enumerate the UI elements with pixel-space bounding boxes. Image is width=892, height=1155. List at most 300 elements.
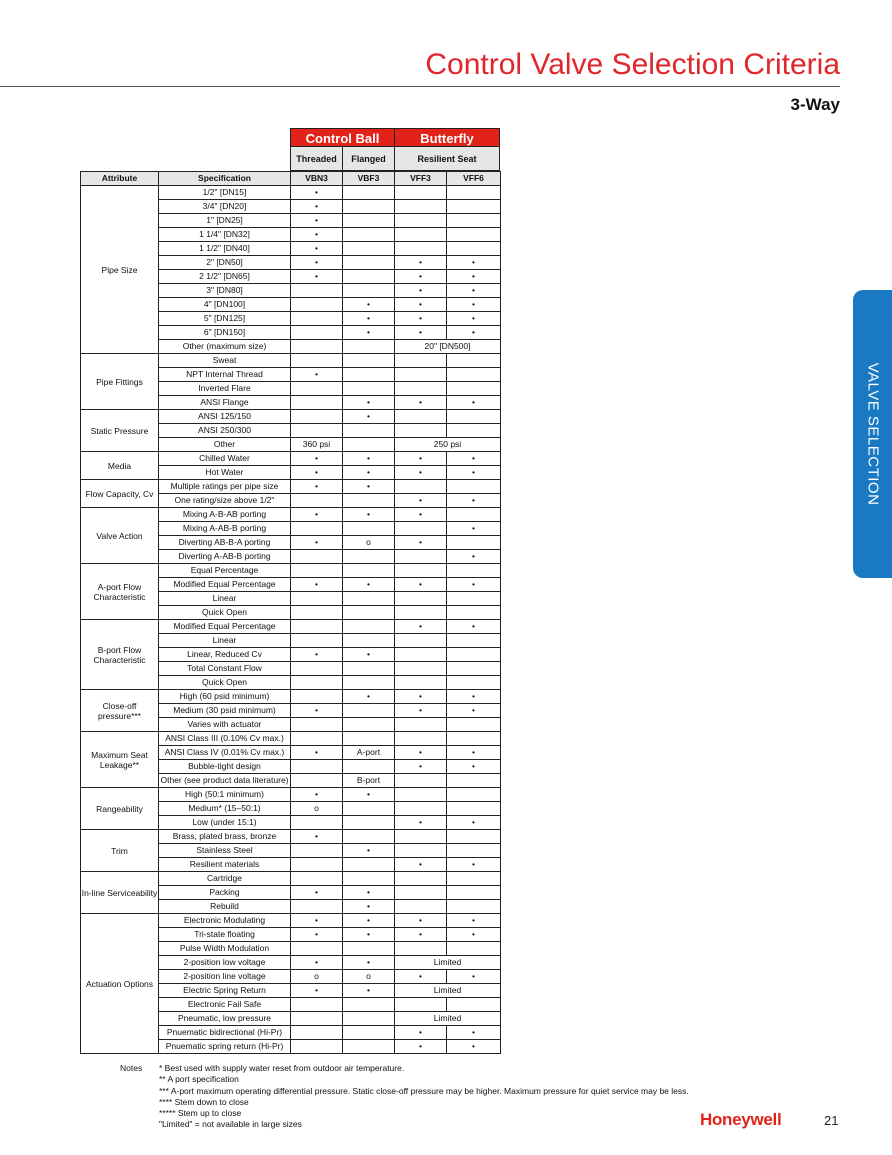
- value-cell: [447, 886, 501, 900]
- value-cell: [447, 634, 501, 648]
- value-cell: [395, 550, 447, 564]
- value-cell: [291, 634, 343, 648]
- value-cell: •: [291, 536, 343, 550]
- specification-cell: 3" [DN80]: [159, 284, 291, 298]
- title-rule: [0, 86, 840, 87]
- value-cell: •: [291, 256, 343, 270]
- value-cell: •: [343, 956, 395, 970]
- value-cell: [395, 228, 447, 242]
- value-cell: [447, 942, 501, 956]
- value-cell: [343, 998, 395, 1012]
- value-cell: [395, 522, 447, 536]
- header-sub-threaded: Threaded: [290, 147, 343, 171]
- value-cell: •: [447, 270, 501, 284]
- value-cell: [291, 872, 343, 886]
- column-header: Specification: [159, 172, 291, 186]
- value-cell: •: [395, 1026, 447, 1040]
- specification-cell: Equal Percentage: [159, 564, 291, 578]
- value-cell: [447, 214, 501, 228]
- specification-cell: Other: [159, 438, 291, 452]
- value-cell: •: [447, 858, 501, 872]
- value-cell: [291, 620, 343, 634]
- value-cell: [343, 802, 395, 816]
- specification-cell: 1/2" [DN15]: [159, 186, 291, 200]
- value-cell: [343, 676, 395, 690]
- note-line: ***** Stem up to close: [159, 1108, 242, 1119]
- value-cell: •: [447, 746, 501, 760]
- value-cell: •: [291, 480, 343, 494]
- specification-cell: Quick Open: [159, 606, 291, 620]
- side-tab-valve-selection[interactable]: [853, 290, 892, 578]
- value-cell: [447, 844, 501, 858]
- value-cell: o: [343, 970, 395, 984]
- specification-cell: Pnuematic bidirectional (Hi-Pr): [159, 1026, 291, 1040]
- table-body: [81, 186, 501, 1054]
- value-cell: [343, 284, 395, 298]
- value-cell: •: [343, 788, 395, 802]
- value-cell: •: [447, 312, 501, 326]
- value-cell: •: [447, 690, 501, 704]
- specification-cell: Mixing A-B-AB porting: [159, 508, 291, 522]
- value-cell: [343, 760, 395, 774]
- value-cell: [291, 564, 343, 578]
- value-cell: •: [291, 200, 343, 214]
- value-cell: [291, 732, 343, 746]
- specification-cell: ANSI Class III (0.10% Cv max.): [159, 732, 291, 746]
- value-cell: [291, 312, 343, 326]
- value-cell: •: [343, 914, 395, 928]
- value-cell: •: [447, 550, 501, 564]
- value-cell: •: [343, 928, 395, 942]
- value-cell: [343, 662, 395, 676]
- value-cell: [447, 788, 501, 802]
- value-cell: [395, 886, 447, 900]
- value-cell: [343, 718, 395, 732]
- value-cell: •: [395, 452, 447, 466]
- value-cell: [447, 536, 501, 550]
- value-cell: •: [395, 466, 447, 480]
- value-cell: [291, 382, 343, 396]
- value-cell: [447, 424, 501, 438]
- notes-list: [159, 1063, 689, 1131]
- value-cell: •: [343, 886, 395, 900]
- value-cell: [447, 900, 501, 914]
- value-cell: •: [395, 1040, 447, 1054]
- value-cell: •: [291, 746, 343, 760]
- value-cell: •: [447, 620, 501, 634]
- value-cell: [447, 872, 501, 886]
- value-cell: [291, 410, 343, 424]
- note-line: "Limited" = not available in large sizes: [159, 1119, 302, 1130]
- value-cell: [291, 424, 343, 438]
- value-cell: o: [291, 802, 343, 816]
- value-cell: [395, 718, 447, 732]
- specification-cell: Linear: [159, 592, 291, 606]
- value-cell: •: [291, 368, 343, 382]
- value-cell: [291, 718, 343, 732]
- specification-cell: Modified Equal Percentage: [159, 620, 291, 634]
- attribute-cell: Pipe Fittings: [81, 354, 159, 410]
- specification-cell: Inverted Flare: [159, 382, 291, 396]
- value-cell: A-port: [343, 746, 395, 760]
- value-cell: [291, 354, 343, 368]
- value-cell: [291, 396, 343, 410]
- column-header: VFF6: [447, 172, 501, 186]
- value-cell: [343, 564, 395, 578]
- specification-cell: Electronic Modulating: [159, 914, 291, 928]
- value-cell: [291, 606, 343, 620]
- specification-cell: 2" [DN50]: [159, 256, 291, 270]
- value-cell: [447, 802, 501, 816]
- value-cell: •: [291, 508, 343, 522]
- value-cell: •: [343, 452, 395, 466]
- note-line: * Best used with supply water reset from outdoor air temperature.: [159, 1063, 405, 1073]
- table-row: [81, 732, 501, 746]
- value-cell: [291, 550, 343, 564]
- value-cell: •: [395, 312, 447, 326]
- value-cell: [343, 242, 395, 256]
- attribute-cell: Valve Action: [81, 508, 159, 564]
- specification-cell: Electronic Fail Safe: [159, 998, 291, 1012]
- specification-cell: Pulse Width Modulation: [159, 942, 291, 956]
- value-cell: •: [447, 704, 501, 718]
- specification-cell: Bubble-tight design: [159, 760, 291, 774]
- attribute-cell: Flow Capacity, Cv: [81, 480, 159, 508]
- table-row: [81, 354, 501, 368]
- specification-cell: 1" [DN25]: [159, 214, 291, 228]
- value-cell: •: [447, 760, 501, 774]
- value-cell: [447, 998, 501, 1012]
- value-cell: [291, 662, 343, 676]
- value-cell: [343, 200, 395, 214]
- table-row: [81, 914, 501, 928]
- value-cell: •: [447, 326, 501, 340]
- value-cell: [395, 214, 447, 228]
- value-cell: [343, 494, 395, 508]
- specification-cell: ANSI 125/150: [159, 410, 291, 424]
- specification-cell: Mixing A-AB-B porting: [159, 522, 291, 536]
- value-cell: [447, 186, 501, 200]
- value-cell: •: [343, 480, 395, 494]
- value-cell: [343, 1040, 395, 1054]
- value-cell: [447, 564, 501, 578]
- value-cell: 250 psi: [395, 438, 501, 452]
- value-cell: •: [291, 886, 343, 900]
- value-cell: [291, 494, 343, 508]
- value-cell: [291, 816, 343, 830]
- value-cell: [343, 228, 395, 242]
- value-cell: •: [447, 256, 501, 270]
- specification-cell: Chilled Water: [159, 452, 291, 466]
- specification-cell: Other (see product data literature): [159, 774, 291, 788]
- value-cell: •: [447, 1040, 501, 1054]
- table-row: [81, 564, 501, 578]
- value-cell: [447, 228, 501, 242]
- value-cell: •: [395, 298, 447, 312]
- value-cell: •: [343, 508, 395, 522]
- value-cell: •: [447, 284, 501, 298]
- specification-cell: ANSI 250/300: [159, 424, 291, 438]
- specification-cell: Diverting A-AB-B porting: [159, 550, 291, 564]
- value-cell: [291, 1040, 343, 1054]
- table-row: [81, 830, 501, 844]
- value-cell: [343, 522, 395, 536]
- specification-cell: 5" [DN125]: [159, 312, 291, 326]
- value-cell: [447, 676, 501, 690]
- value-cell: [447, 242, 501, 256]
- value-cell: [395, 788, 447, 802]
- value-cell: [447, 410, 501, 424]
- value-cell: [447, 592, 501, 606]
- value-cell: •: [395, 270, 447, 284]
- specification-cell: Tri-state floating: [159, 928, 291, 942]
- value-cell: •: [395, 508, 447, 522]
- value-cell: •: [291, 228, 343, 242]
- value-cell: •: [447, 970, 501, 984]
- value-cell: •: [343, 578, 395, 592]
- specification-cell: 2-position line voltage: [159, 970, 291, 984]
- value-cell: [343, 354, 395, 368]
- value-cell: [343, 830, 395, 844]
- value-cell: •: [395, 816, 447, 830]
- value-cell: [291, 298, 343, 312]
- value-cell: [343, 438, 395, 452]
- value-cell: •: [447, 466, 501, 480]
- value-cell: •: [291, 914, 343, 928]
- value-cell: •: [447, 298, 501, 312]
- notes-label: Notes: [120, 1063, 143, 1073]
- value-cell: [291, 340, 343, 354]
- value-cell: •: [291, 270, 343, 284]
- value-cell: [395, 634, 447, 648]
- value-cell: [291, 858, 343, 872]
- value-cell: •: [395, 690, 447, 704]
- specification-cell: Hot Water: [159, 466, 291, 480]
- value-cell: [395, 648, 447, 662]
- note-line: **** Stem down to close: [159, 1096, 249, 1107]
- value-cell: [343, 368, 395, 382]
- specification-cell: 3/4" [DN20]: [159, 200, 291, 214]
- value-cell: [343, 1026, 395, 1040]
- value-cell: [447, 830, 501, 844]
- specification-cell: 1 1/4" [DN32]: [159, 228, 291, 242]
- column-header: Attribute: [81, 172, 159, 186]
- value-cell: [343, 634, 395, 648]
- table-row: [81, 452, 501, 466]
- specification-cell: Linear: [159, 634, 291, 648]
- table-row: [81, 186, 501, 200]
- value-cell: •: [447, 816, 501, 830]
- value-cell: •: [447, 578, 501, 592]
- value-cell: [343, 186, 395, 200]
- specification-cell: Electric Spring Return: [159, 984, 291, 998]
- specification-cell: Cartridge: [159, 872, 291, 886]
- specification-cell: 4" [DN100]: [159, 298, 291, 312]
- value-cell: •: [395, 536, 447, 550]
- value-cell: •: [291, 186, 343, 200]
- value-cell: •: [447, 396, 501, 410]
- value-cell: •: [291, 452, 343, 466]
- value-cell: [447, 662, 501, 676]
- header-group-butterfly: Butterfly: [394, 128, 500, 147]
- value-cell: [395, 662, 447, 676]
- value-cell: [395, 200, 447, 214]
- table-row: [81, 480, 501, 494]
- specification-cell: Brass, plated brass, bronze: [159, 830, 291, 844]
- value-cell: [447, 648, 501, 662]
- specification-cell: Multiple ratings per pipe size: [159, 480, 291, 494]
- value-cell: •: [291, 242, 343, 256]
- specification-cell: Pneumatic, low pressure: [159, 1012, 291, 1026]
- value-cell: •: [395, 396, 447, 410]
- page-subtitle: 3-Way: [790, 95, 840, 114]
- value-cell: [291, 1012, 343, 1026]
- value-cell: [395, 410, 447, 424]
- specification-cell: High (50:1 minimum): [159, 788, 291, 802]
- specification-cell: Sweat: [159, 354, 291, 368]
- value-cell: [395, 872, 447, 886]
- attribute-cell: Pipe Size: [81, 186, 159, 354]
- table-row: [81, 508, 501, 522]
- value-cell: [395, 354, 447, 368]
- specification-cell: Resilient materials: [159, 858, 291, 872]
- specification-cell: Linear, Reduced Cv: [159, 648, 291, 662]
- attribute-cell: Media: [81, 452, 159, 480]
- value-cell: [343, 270, 395, 284]
- value-cell: [395, 480, 447, 494]
- attribute-cell: B-port Flow Characteristic: [81, 620, 159, 690]
- specification-cell: NPT Internal Thread: [159, 368, 291, 382]
- value-cell: [343, 256, 395, 270]
- value-cell: •: [343, 648, 395, 662]
- value-cell: [343, 816, 395, 830]
- value-cell: [395, 802, 447, 816]
- specification-cell: 2 1/2" [DN65]: [159, 270, 291, 284]
- page-number: 21: [824, 1113, 839, 1128]
- selection-table: [80, 171, 501, 1054]
- attribute-cell: Actuation Options: [81, 914, 159, 1054]
- value-cell: [291, 676, 343, 690]
- value-cell: [395, 242, 447, 256]
- value-cell: [291, 998, 343, 1012]
- value-cell: o: [343, 536, 395, 550]
- value-cell: [291, 284, 343, 298]
- value-cell: [395, 564, 447, 578]
- specification-cell: Stainless Steel: [159, 844, 291, 858]
- column-header: VFF3: [395, 172, 447, 186]
- value-cell: [291, 760, 343, 774]
- table-row: [81, 620, 501, 634]
- value-cell: •: [343, 900, 395, 914]
- value-cell: •: [395, 746, 447, 760]
- value-cell: [395, 774, 447, 788]
- value-cell: •: [395, 284, 447, 298]
- value-cell: [343, 606, 395, 620]
- value-cell: •: [343, 396, 395, 410]
- specification-cell: Packing: [159, 886, 291, 900]
- value-cell: [395, 424, 447, 438]
- value-cell: [447, 368, 501, 382]
- value-cell: •: [395, 620, 447, 634]
- value-cell: [291, 774, 343, 788]
- table-row: [81, 788, 501, 802]
- value-cell: [291, 844, 343, 858]
- value-cell: [343, 592, 395, 606]
- side-tab-label: VALVE SELECTION: [864, 362, 881, 506]
- value-cell: Limited: [395, 956, 501, 970]
- value-cell: [447, 606, 501, 620]
- value-cell: •: [447, 452, 501, 466]
- value-cell: •: [395, 970, 447, 984]
- value-cell: [447, 732, 501, 746]
- value-cell: •: [343, 312, 395, 326]
- page-title: Control Valve Selection Criteria: [425, 48, 840, 81]
- value-cell: •: [343, 466, 395, 480]
- value-cell: •: [447, 914, 501, 928]
- value-cell: •: [291, 578, 343, 592]
- value-cell: [447, 382, 501, 396]
- value-cell: [291, 522, 343, 536]
- table-header-row: [81, 172, 501, 186]
- column-header: VBN3: [291, 172, 343, 186]
- value-cell: [343, 1012, 395, 1026]
- value-cell: [343, 214, 395, 228]
- value-cell: •: [343, 690, 395, 704]
- column-header: VBF3: [343, 172, 395, 186]
- value-cell: •: [291, 214, 343, 228]
- value-cell: •: [291, 956, 343, 970]
- value-cell: [395, 830, 447, 844]
- attribute-cell: Close-off pressure***: [81, 690, 159, 732]
- attribute-cell: In-line Serviceability: [81, 872, 159, 914]
- value-cell: o: [291, 970, 343, 984]
- value-cell: [395, 676, 447, 690]
- value-cell: [343, 942, 395, 956]
- value-cell: •: [395, 914, 447, 928]
- header-group-control-ball: Control Ball: [290, 128, 395, 147]
- value-cell: •: [343, 844, 395, 858]
- value-cell: •: [291, 466, 343, 480]
- value-cell: [395, 186, 447, 200]
- value-cell: [395, 368, 447, 382]
- table-row: [81, 872, 501, 886]
- specification-cell: Medium (30 psid minimum): [159, 704, 291, 718]
- value-cell: •: [395, 760, 447, 774]
- specification-cell: ANSI Class IV (0.01% Cv max.): [159, 746, 291, 760]
- value-cell: [291, 942, 343, 956]
- attribute-cell: Static Pressure: [81, 410, 159, 452]
- attribute-cell: Maximum Seat Leakage**: [81, 732, 159, 788]
- value-cell: •: [395, 928, 447, 942]
- value-cell: [447, 200, 501, 214]
- specification-cell: Total Constant Flow: [159, 662, 291, 676]
- value-cell: •: [291, 704, 343, 718]
- value-cell: •: [447, 1026, 501, 1040]
- value-cell: Limited: [395, 1012, 501, 1026]
- value-cell: •: [343, 410, 395, 424]
- value-cell: 360 psi: [291, 438, 343, 452]
- specification-cell: Rebuild: [159, 900, 291, 914]
- value-cell: •: [395, 858, 447, 872]
- specification-cell: One rating/size above 1/2": [159, 494, 291, 508]
- value-cell: •: [395, 326, 447, 340]
- value-cell: [343, 340, 395, 354]
- value-cell: •: [291, 648, 343, 662]
- value-cell: [343, 872, 395, 886]
- specification-cell: Low (under 15:1): [159, 816, 291, 830]
- value-cell: [395, 606, 447, 620]
- value-cell: Limited: [395, 984, 501, 998]
